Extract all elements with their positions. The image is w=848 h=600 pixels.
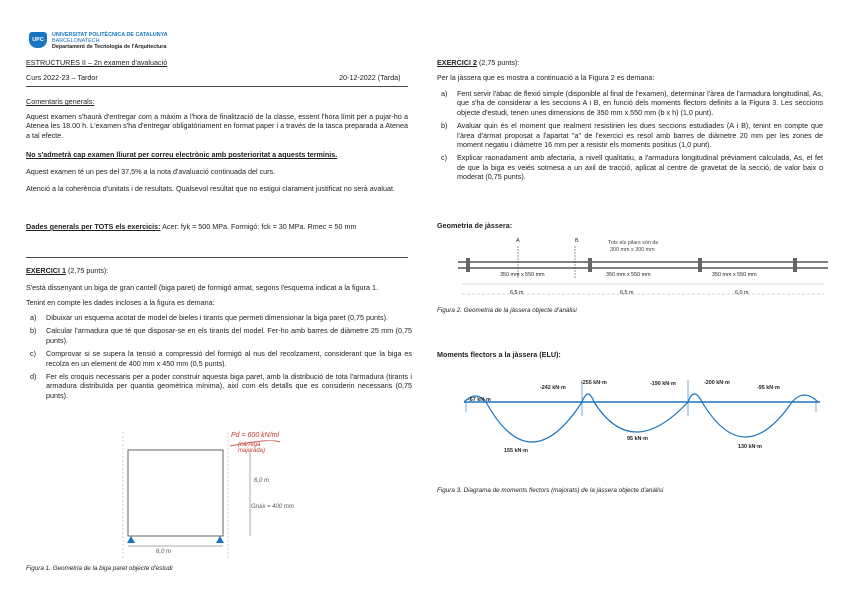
ex2-item-b: b) Avaluar quin és el moment que realment resistirien les dues seccions estudiades (A i B), tenint en compte que l'àrea d'armat proposat a l'apartat "a" de l'exercici es resol amb barres de diàmetre 20 mm per les zones de moment negatiu i diàmetre 16 mm per a resistir els moments positius (1,0 punt). xyxy=(441,121,823,150)
fig3-positive-3: 130 kN·m xyxy=(738,444,762,450)
ex1-item-d: d) Fer els croquis necessaris per a poder construir aquesta biga paret, amb la distribució de tota l'armadura (tirants i armadura distribuïda per quantia geomètrica mínima), així com els detalls que es considerin necessaris (0,75 punts). xyxy=(30,372,412,400)
comments-heading: Comentaris generals: xyxy=(26,97,95,106)
deep-beam-outline xyxy=(128,450,223,536)
figure-1-caption: Figura 1. Geometria de la biga paret objecte d'estudi xyxy=(26,565,173,572)
ex1-item-b: b) Calcular l'armadura que té que disposar-se en els tirants del model. Fer-ho amb barres de diàmetre 25 mm (0,75 punts). xyxy=(30,326,412,345)
fig2-columns-note2: 300 mm x 300 mm xyxy=(610,247,655,253)
general-data-text: Acer: fyk = 500 MPa. Formigó: fck = 30 MPa. Rmec = 50 mm xyxy=(162,222,357,231)
fig2-section-2: 350 mm x 550 mm xyxy=(606,272,651,278)
figure-1-drawing xyxy=(118,430,318,560)
university-name: UNIVERSITAT POLITÈCNICA DE CATALUNYA xyxy=(52,32,168,38)
ex1-points: (2,75 punts): xyxy=(67,266,109,275)
ex1-item-a: a) Dibuixar un esquema acotat de model de bieles i tirants que permeti dimensionar la biga paret (0,75 punts). xyxy=(30,313,388,322)
exam-course: Curs 2022-23 – Tardor xyxy=(26,73,98,82)
fig1-span-note: 6,0 m xyxy=(156,549,172,555)
fig3-moment-2: -242 kN·m xyxy=(540,385,566,391)
comments-p2: No s'admetrà cap examen lliurat per correu electrònic amb posterioritat a aquests terminis. xyxy=(26,150,338,159)
fig3-positive-2: 95 kN·m xyxy=(627,436,648,442)
ex1-item-c: c) Comprovar si se supera la tensió a compressió del formigó al nus del recolzament, considerant que la biga es recolza en un element de 400 mm x 450 mm (0,5 punts). xyxy=(30,349,412,368)
fig2-label-b: B xyxy=(575,238,579,244)
figure-2-caption: Figura 2. Geometria de la jàssera objecte d'anàlisi xyxy=(437,307,577,314)
column-1 xyxy=(466,258,470,272)
ex1-intro: S'està dissenyant un biga de gran cantell (biga paret) de formigó armat, segons l'esquema indicat a la figura 1. xyxy=(26,283,378,292)
comments-p4: Atenció a la coherència d'unitats i de resultats. Qualsevol resultat que no estigui clarament justificat no serà avaluat. xyxy=(26,184,395,193)
fig1-load-note: Pd = 600 kN/ml xyxy=(231,432,280,439)
general-data xyxy=(26,222,356,231)
ex2-question-list xyxy=(437,89,823,186)
column-4 xyxy=(793,258,797,272)
exam-date: 20-12-2022 (Tarda) xyxy=(339,73,401,82)
ex1-title: EXERCICI 1 xyxy=(26,266,66,275)
comments-p1: Aquest examen s'haurà d'entregar com a màxim a l'hora de finalització de la classe, essent l'hora límit per a pujar-ho a Atenea les 18.00 h. L'examen s'ha d'entregar obligatòriament en format paper i a través de la tasca preparada a Atenea a tal efecte. xyxy=(26,112,408,140)
fig3-moment-1: -67 kN·m xyxy=(468,397,491,403)
fig3-moment-4: -190 kN·m xyxy=(650,381,676,387)
comments-p3: Aquest examen té un pes del 37,5% a la nota d'avaluació continuada del curs. xyxy=(26,167,276,176)
fig1-width-note: Gruix = 400 mm xyxy=(251,504,294,510)
moment-diagram-curve xyxy=(464,394,818,442)
ex2-intro: Per la jàssera que es mostra a continuació a la Figura 2 es demana: xyxy=(437,73,655,82)
figure-3-caption: Figura 3. Diagrama de moments flectors (majorats) de la jàssera objecte d'anàlisi xyxy=(437,487,664,494)
ex1-intro2: Tenint en compte les dades incloses a la figura es demana: xyxy=(26,298,215,307)
ex2-points: (2,75 punts): xyxy=(478,58,520,67)
fig3-moment-5: -200 kN·m xyxy=(704,380,730,386)
right-support-icon xyxy=(216,536,224,543)
fig3-heading: Moments flectors a la jàssera (ELU): xyxy=(437,350,561,359)
university-subtitle: BARCELONATECH xyxy=(52,38,100,44)
fig2-span-3: 6,0 m xyxy=(735,290,749,296)
general-data-label: Dades generals per TOTS els exercicis: xyxy=(26,222,161,231)
fig1-load-note2: (càrrega majorada) xyxy=(238,442,266,454)
ex2-header xyxy=(437,58,519,67)
upc-logo: UPC xyxy=(29,32,47,48)
department-name: Departament de Tecnologia de l'Arquitectura xyxy=(52,44,167,50)
fig2-span-1: 6,5 m xyxy=(510,290,524,296)
fig2-section-3: 350 mm x 550 mm xyxy=(712,272,757,278)
column-2 xyxy=(588,258,592,272)
ex2-item-c: c) Explicar raonadament amb afectaria, a nivell qualitatiu, a l'armadura longitudinal prèviament calculada, As, el fet de que la biga es veiés sotmesa a un axil de tracció, aplicat al centre de gravetat de la secció, de valor baix o moderat (0,75 punts). xyxy=(441,153,823,182)
column-3 xyxy=(698,258,702,272)
header-divider xyxy=(26,86,408,87)
fig3-moment-6: -95 kN·m xyxy=(757,385,780,391)
exam-title: ESTRUCTURES II – 2n examen d'avaluació xyxy=(26,58,168,67)
section-divider xyxy=(26,257,408,258)
fig3-moment-3: -255 kN·m xyxy=(581,380,607,386)
fig2-label-a: A xyxy=(516,238,520,244)
fig2-section-1: 350 mm x 550 mm xyxy=(500,272,545,278)
ex2-title: EXERCICI 2 xyxy=(437,58,477,67)
fig2-heading: Geometria de jàssera: xyxy=(437,221,513,230)
fig3-positive-1: 155 kN·m xyxy=(504,448,528,454)
ex2-item-a: a) Fent servir l'àbac de flexió simple (disponible al final de l'examen), determinar l'àrea de l'armadura longitudinal, As, que s'ha de considerar a les seccions A i B, en funció dels moments flectors definits a la Figura 3. Les seccions objecte d'estudi, tenen unes dimensions de 350 mm x 550 mm (b x h) (1,0 punt). xyxy=(441,89,823,117)
ex1-question-list xyxy=(26,313,412,404)
fig2-columns-note: Tots els pilars són de xyxy=(608,240,659,246)
fig2-span-2: 6,5 m xyxy=(620,290,634,296)
fig1-height-note: 6,0 m xyxy=(254,478,270,484)
ex1-header xyxy=(26,266,108,275)
left-support-icon xyxy=(127,536,135,543)
